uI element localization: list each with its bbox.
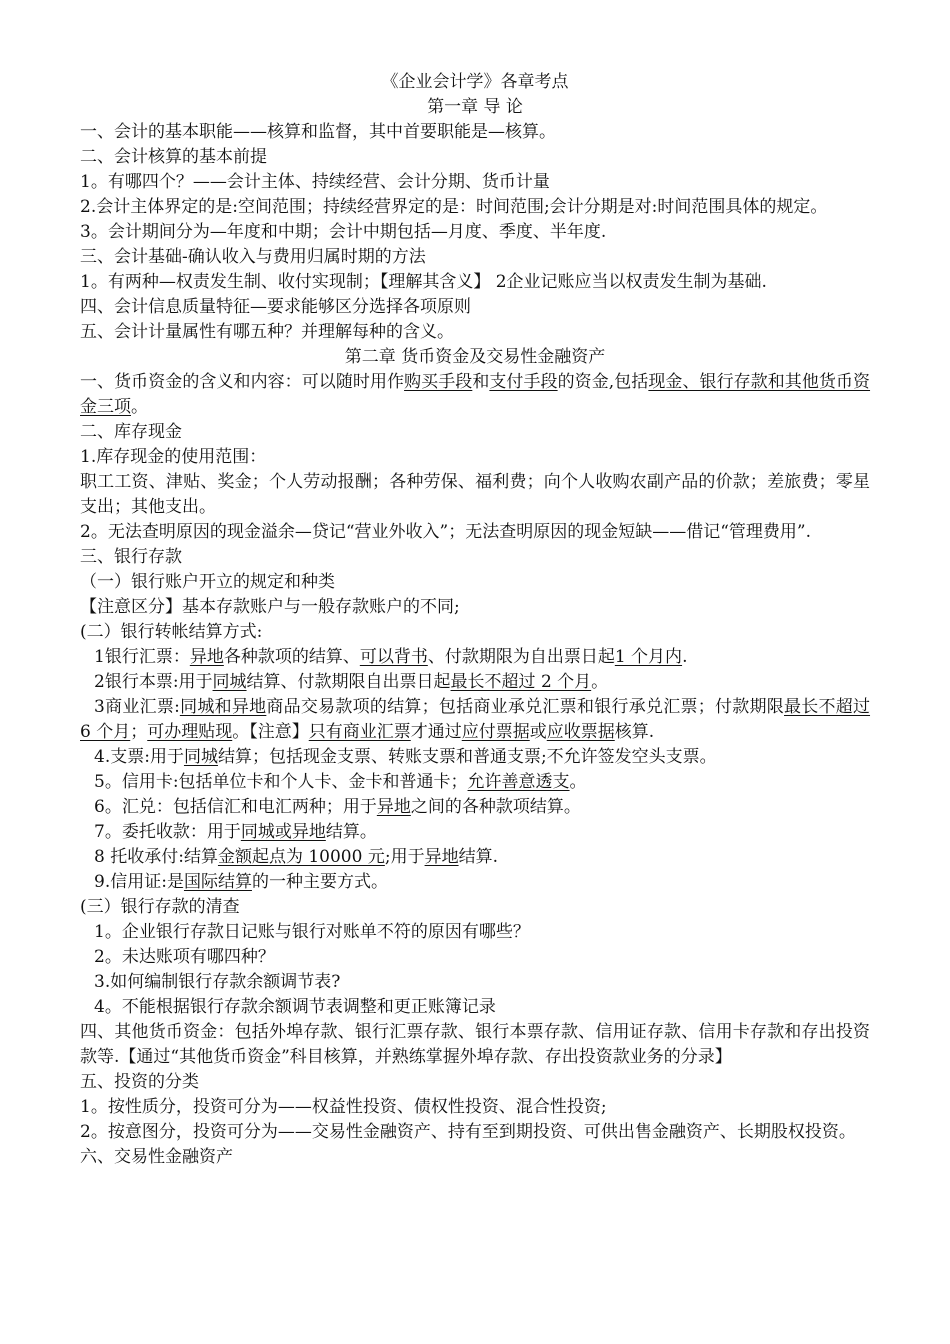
text-line: 1。有两种—权责发生制、收付实现制；【理解其含义】 2企业记账应当以权责发生制为基础.: [80, 272, 767, 292]
text-run: 4.支票:用于: [94, 747, 184, 767]
text-paragraph: 2。无法查明原因的现金溢余—贷记“营业外收入”；无法查明原因的现金短缺——借记“管理费用”.: [80, 522, 811, 542]
underlined-term: 只有商业汇票: [308, 722, 411, 742]
list-item: [80, 845, 870, 870]
text-line: 1。按性质分，投资可分为——权益性投资、债权性投资、混合性投资;: [80, 1097, 607, 1117]
underlined-term: 允许善意透支: [467, 772, 570, 792]
underlined-term: 异地: [424, 847, 459, 867]
text-run: 结算。: [325, 822, 377, 842]
text-run: 结算；包括现金支票、转账支票和普通支票;不允许签发空头支票。: [217, 747, 717, 767]
text-run: 。: [569, 772, 587, 792]
list-item: [80, 770, 870, 795]
underlined-term: 同城和异地: [179, 697, 267, 717]
text-line: 【注意区分】基本存款账户与一般存款账户的不同;: [80, 597, 460, 617]
text-line: 二、库存现金: [80, 422, 182, 442]
text-line: 二、会计核算的基本前提: [80, 147, 267, 167]
text-run: 。【注意】: [232, 722, 309, 742]
text-line: 1.库存现金的使用范围：: [80, 447, 267, 467]
text-line: 三、会计基础-确认收入与费用归属时期的方法: [80, 247, 426, 267]
text-run: 一、货币资金的含义和内容：可以随时用作: [80, 372, 405, 392]
text-run: 8 托收承付:结算: [94, 847, 218, 867]
underlined-term: 同城: [183, 747, 218, 767]
underlined-term: 现金、银行存款和其他货币资金三项: [80, 372, 871, 417]
list-item: [80, 870, 870, 895]
text-line: 一、会计的基本职能——核算和监督，其中首要职能是—核算。: [80, 122, 556, 142]
list-item: 2。未达账项有哪四种？: [94, 947, 275, 967]
underlined-term: 同城或异地: [240, 822, 326, 842]
text-line: 三、银行存款: [80, 547, 182, 567]
text-paragraph: [80, 370, 870, 420]
underlined-term: 应付票据: [461, 722, 530, 742]
underlined-term: 购买手段: [404, 372, 473, 392]
text-run: 1银行汇票：: [94, 647, 190, 667]
text-run: 才通过: [410, 722, 462, 742]
text-run: 2银行本票:用于: [94, 672, 213, 692]
underlined-term: 异地: [376, 797, 411, 817]
text-line: （一）银行账户开立的规定和种类: [80, 572, 335, 592]
text-line: (三）银行存款的清查: [80, 897, 240, 917]
underlined-term: 最长不超过 2 个月: [450, 672, 592, 692]
text-run: ；: [130, 722, 148, 742]
text-paragraph: 职工工资、津贴、奖金；个人劳动报酬；各种劳保、福利费；向个人收购农副产品的价款；差旅费；零星支出；其他支出。: [80, 472, 870, 517]
underlined-term: 应收票据: [546, 722, 615, 742]
text-line: (二）银行转帐结算方式:: [80, 622, 263, 642]
text-paragraph: 四、其他货币资金：包括外埠存款、银行汇票存款、银行本票存款、信用证存款、信用卡存款和存出投资款等.【通过“其他货币资金”科目核算，并熟练掌握外埠存款、存出投资款业务的分录】: [80, 1022, 870, 1067]
text-run: 。: [591, 672, 609, 692]
text-run: 商品交易款项的结算；包括商业承兑汇票和银行承兑汇票；付款期限: [266, 697, 784, 717]
text-run: 7。委托收款：用于: [94, 822, 241, 842]
text-line: 六、交易性金融资产: [80, 1147, 233, 1167]
underlined-term: 最长不超过 6 个月: [80, 697, 871, 742]
text-run: 和: [472, 372, 490, 392]
list-item: [80, 645, 870, 670]
underlined-term: 同城: [212, 672, 247, 692]
text-run: 之间的各种款项结算。: [410, 797, 581, 817]
text-run: 核算.: [614, 722, 655, 742]
chapter-2-heading: 第二章 货币资金及交易性金融资产: [344, 347, 606, 367]
text-line: 3。会计期间分为—年度和中期；会计中期包括—月度、季度、半年度.: [80, 222, 607, 242]
document-title: 《企业会计学》各章考点: [381, 72, 569, 92]
underlined-term: 可以背书: [359, 647, 428, 667]
list-item: [80, 795, 870, 820]
underlined-term: 金额起点为 10000 元: [217, 847, 385, 867]
chapter-1-heading: 第一章 导 论: [427, 97, 523, 117]
list-item: [80, 745, 870, 770]
text-run: 的资金,包括: [557, 372, 649, 392]
text-line: 四、会计信息质量特征—要求能够区分选择各项原则: [80, 297, 471, 317]
underlined-term: 异地: [189, 647, 224, 667]
underlined-term: 国际结算: [183, 872, 252, 892]
text-run: 、付款期限为自出票日起: [427, 647, 615, 667]
underlined-term: 可办理贴现: [147, 722, 233, 742]
list-item: [80, 695, 870, 745]
list-item: 4。不能根据银行存款余额调节表调整和更正账簿记录: [94, 997, 496, 1017]
text-run: 或: [529, 722, 547, 742]
text-run: 。: [131, 397, 148, 417]
text-line: 五、会计计量属性有哪五种？并理解每种的含义。: [80, 322, 454, 342]
text-run: 各种款项的结算、: [223, 647, 360, 667]
text-line: 1。有哪四个？——会计主体、持续经营、会计分期、货币计量: [80, 172, 550, 192]
text-run: 结算.: [458, 847, 498, 867]
text-run: 5。信用卡:包括单位卡和个人卡、金卡和普通卡；: [94, 772, 468, 792]
underlined-term: 1 个月内: [614, 647, 683, 667]
list-item: [80, 670, 870, 695]
text-run: 9.信用证:是: [94, 872, 184, 892]
text-run: ;用于: [384, 847, 425, 867]
underlined-term: 支付手段: [489, 372, 558, 392]
text-paragraph: 2.会计主体界定的是:空间范围；持续经营界定的是：时间范围;会计分期是对:时间范围具体的规定。: [80, 197, 828, 217]
text-run: 的一种主要方式。: [251, 872, 388, 892]
text-run: 3商业汇票:: [94, 697, 180, 717]
list-item: [80, 820, 870, 845]
text-run: 结算、付款期限自出票日起: [246, 672, 451, 692]
text-run: .: [682, 647, 688, 667]
text-run: 6。汇兑：包括信汇和电汇两种；用于: [94, 797, 377, 817]
list-item: 1。企业银行存款日记账与银行对账单不符的原因有哪些？: [94, 922, 530, 942]
text-line: 五、投资的分类: [80, 1072, 199, 1092]
text-paragraph: 2。按意图分，投资可分为——交易性金融资产、持有至到期投资、可供出售金融资产、长期股权投资。: [80, 1122, 856, 1142]
list-item: 3.如何编制银行存款余额调节表?: [94, 972, 341, 992]
